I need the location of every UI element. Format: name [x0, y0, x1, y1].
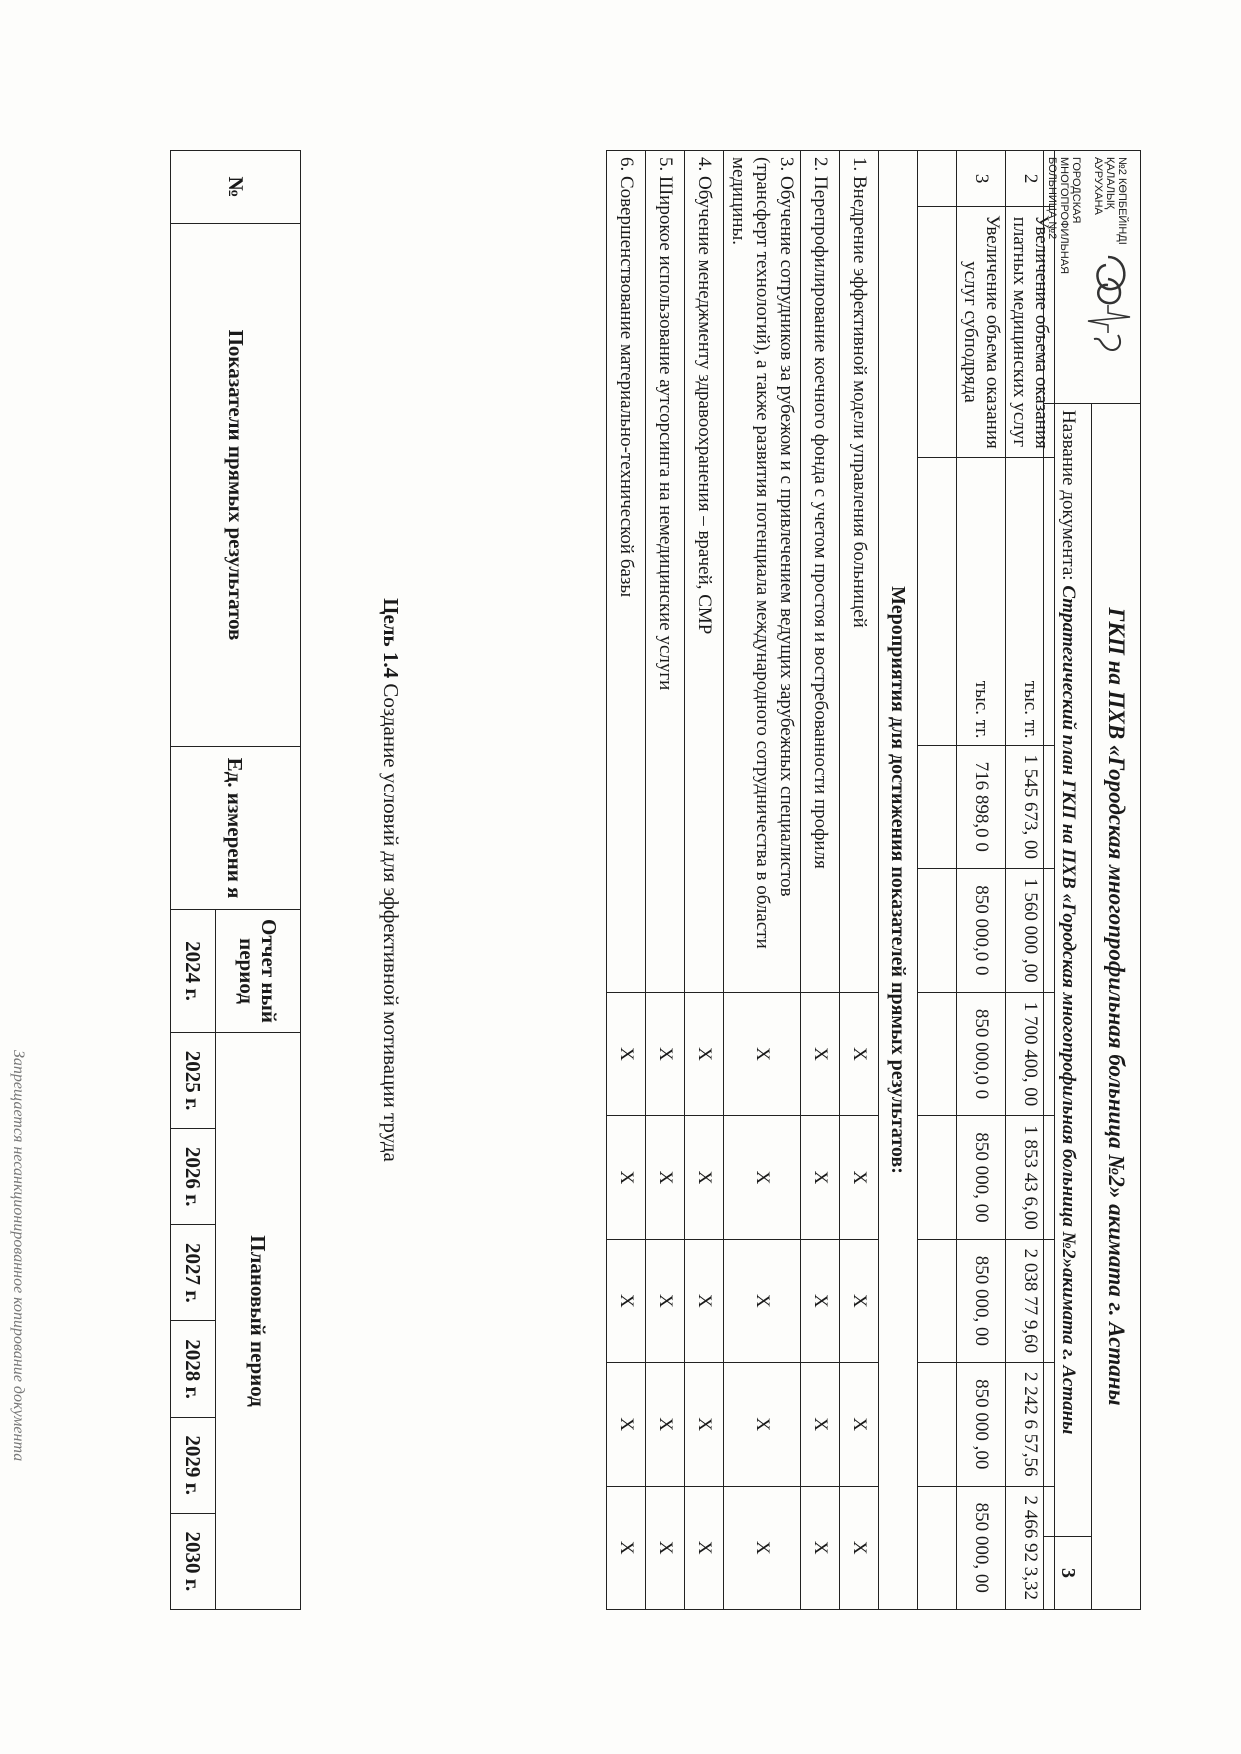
- value-2025: 1 560 000 ,00: [1006, 869, 1055, 993]
- activity-mark: X: [646, 1116, 685, 1239]
- year-2025: 2025 г.: [171, 1033, 216, 1129]
- value-2030: 2 466 92 3,32: [1006, 1486, 1055, 1609]
- year-2024: 2024 г.: [171, 910, 216, 1033]
- activity-mark: X: [724, 992, 801, 1116]
- row-number: 3: [957, 151, 1006, 207]
- document-name: Название документа: Стратегический план ГКП на ПХВ «Городская многопрофильная больница №2»акимата г. Астаны: [1044, 404, 1093, 1537]
- value-2029: 850 000 ,00: [957, 1363, 1006, 1487]
- indicator-name: Увеличение объема оказания платных медицинских услуг: [1006, 207, 1055, 457]
- indicators-table: [606, 150, 1055, 1610]
- activity-row: [801, 151, 840, 1610]
- activity-mark: X: [646, 1363, 685, 1487]
- table-row: [957, 151, 1006, 1610]
- organization-name: ГКП на ПХВ «Городская многопрофильная больница №2» акимата г. Астаны: [1092, 404, 1141, 1610]
- activity-row: [646, 151, 685, 1610]
- value-2028: 850 000, 00: [957, 1239, 1006, 1362]
- hospital-logo-icon: [1082, 249, 1138, 359]
- unit: тыс. тг.: [1006, 457, 1055, 745]
- activity-mark: X: [685, 1486, 724, 1609]
- goal-heading: [378, 150, 403, 1610]
- activity-mark: X: [724, 1486, 801, 1609]
- activities-title: Мероприятия для достижения показателей прямых результатов:: [879, 151, 918, 1610]
- col-report-period: Отчет ный период: [216, 910, 301, 1033]
- activity-mark: X: [646, 1486, 685, 1609]
- goal-text: Создание условий для эффективной мотивации труда: [379, 683, 403, 1162]
- direct-results-table: [170, 150, 301, 1610]
- table-row-empty: [918, 151, 957, 1610]
- table-header-row: [216, 151, 301, 1610]
- col-indicator: Показатели прямых результатов: [171, 224, 301, 747]
- activity-mark: X: [607, 1239, 646, 1362]
- col-unit: Ед. измерени я: [171, 747, 301, 910]
- logo-cell: [1044, 151, 1141, 404]
- logo-text-ru: ГОРОДСКАЯ МНОГОПРОФИЛЬНАЯ БОЛЬНИЦА №2: [1046, 157, 1082, 275]
- value-2026: 1 700 400, 00: [1006, 992, 1055, 1116]
- activity-mark: X: [840, 1116, 879, 1239]
- activities-title-row: [879, 151, 918, 1610]
- activity-mark: X: [801, 1486, 840, 1609]
- activity-text: 1. Внедрение эффективной модели управления больницей: [840, 151, 879, 993]
- document-header: [1043, 150, 1141, 1610]
- activity-row: [724, 151, 801, 1610]
- activity-mark: X: [724, 1239, 801, 1362]
- value-2027: 1 853 43 6,00: [1006, 1116, 1055, 1239]
- activity-row: [607, 151, 646, 1610]
- year-2026: 2026 г.: [171, 1129, 216, 1225]
- indicator-name: Увеличение объема оказания услуг субподряда: [957, 207, 1006, 457]
- activity-mark: X: [840, 1239, 879, 1362]
- activity-mark: X: [685, 1239, 724, 1362]
- activity-mark: X: [840, 1486, 879, 1609]
- activity-mark: X: [724, 1363, 801, 1487]
- col-plan-period: Плановый период: [216, 1033, 301, 1610]
- goal-number: Цель 1.4: [379, 598, 403, 679]
- activity-mark: X: [607, 1116, 646, 1239]
- activity-text: 6. Совершенствование материально-технической базы: [607, 151, 646, 993]
- year-2027: 2027 г.: [171, 1225, 216, 1321]
- activity-mark: X: [685, 1363, 724, 1487]
- year-2029: 2029 г.: [171, 1417, 216, 1513]
- activity-mark: X: [646, 992, 685, 1116]
- activity-mark: X: [724, 1116, 801, 1239]
- activity-row: [840, 151, 879, 1610]
- activity-text: 4. Обучение менеджменту здравоохранения – врачей, СМР: [685, 151, 724, 993]
- activity-mark: X: [646, 1239, 685, 1362]
- value-2030: 850 000, 00: [957, 1486, 1006, 1609]
- activity-mark: X: [801, 1239, 840, 1362]
- activity-row: [685, 151, 724, 1610]
- activity-mark: X: [685, 992, 724, 1116]
- value-2024: 716 898,0 0: [957, 745, 1006, 869]
- value-2024: 1 545 673, 00: [1006, 745, 1055, 869]
- activity-text: 3. Обучение сотрудников за рубежом и с привлечением ведущих зарубежных специалистов (трансферт технологий), а также развития потенциала международного сотрудничества в области медицины.: [724, 151, 801, 993]
- value-2028: 2 038 77 9,60: [1006, 1239, 1055, 1362]
- activity-mark: X: [607, 992, 646, 1116]
- activity-mark: X: [685, 1116, 724, 1239]
- activity-mark: X: [840, 992, 879, 1116]
- activity-mark: X: [840, 1363, 879, 1487]
- table-row: [1006, 151, 1055, 1610]
- activity-text: 5. Широкое использование аутсорсинга на немедицинские услуги: [646, 151, 685, 993]
- value-2029: 2 242 6 57,56: [1006, 1363, 1055, 1487]
- page-number: 3: [1044, 1537, 1093, 1610]
- activity-text: 2. Перепрофилирование коечного фонда с учетом простоя и востребованности профиля: [801, 151, 840, 993]
- activity-mark: X: [801, 992, 840, 1116]
- col-number: №: [171, 151, 301, 224]
- value-2025: 850 000,0 0: [957, 869, 1006, 993]
- unit: тыс. тг.: [957, 457, 1006, 745]
- value-2026: 850 000,0 0: [957, 992, 1006, 1116]
- year-2030: 2030 г.: [171, 1513, 216, 1609]
- activity-mark: X: [607, 1486, 646, 1609]
- logo-text-kz: №2 КӨПБЕЙІНДІ ҚАЛАЛЫҚ АУРУХАНА: [1092, 157, 1128, 245]
- activity-mark: X: [801, 1116, 840, 1239]
- year-2028: 2028 г.: [171, 1321, 216, 1417]
- value-2027: 850 000, 00: [957, 1116, 1006, 1239]
- footer-note: Запрещается несанкционированное копирование документа: [10, 1050, 27, 1462]
- activity-mark: X: [801, 1363, 840, 1487]
- activity-mark: X: [607, 1363, 646, 1487]
- row-number: 2: [1006, 151, 1055, 207]
